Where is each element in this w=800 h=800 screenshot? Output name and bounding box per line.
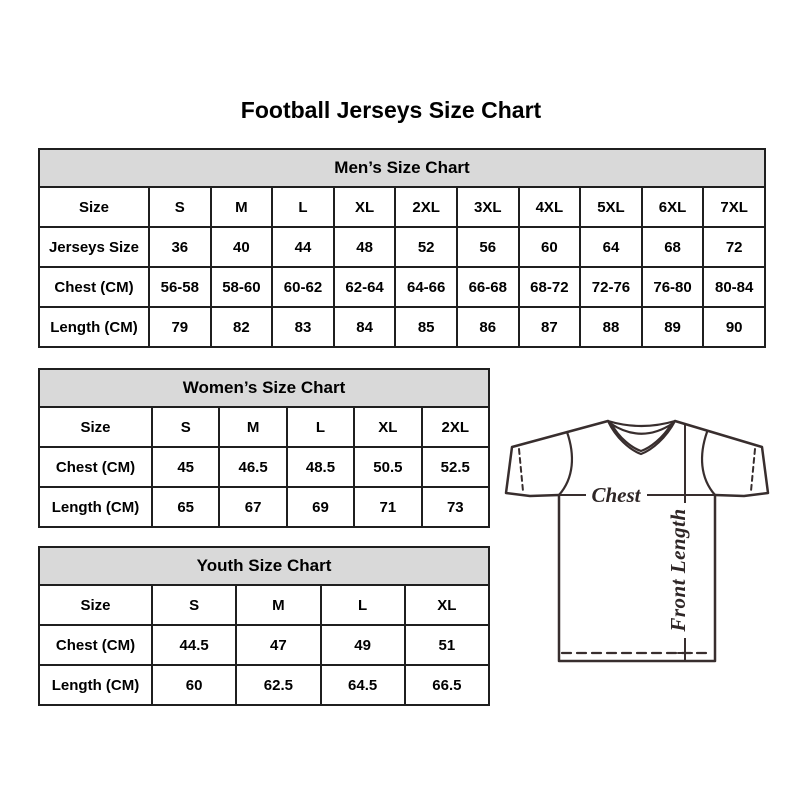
men-cell-r0-c2: L [272, 187, 334, 227]
women-cell-r1-c2: 48.5 [287, 447, 354, 487]
womens-size-chart-table [38, 368, 490, 528]
women-cell-r2-c0: 65 [152, 487, 219, 527]
youth-cell-r1-c0: 44.5 [152, 625, 236, 665]
chest-label: Chest [591, 483, 641, 507]
men-cell-r1-c2: 44 [272, 227, 334, 267]
jersey-measurement-diagram [500, 400, 770, 690]
men-table-header-row [39, 149, 765, 187]
women-row-label-2: Length (CM) [39, 487, 152, 527]
men-cell-r1-c7: 64 [580, 227, 642, 267]
men-cell-r1-c0: 36 [149, 227, 211, 267]
men-table-row-2 [39, 267, 765, 307]
men-cell-r0-c3: XL [334, 187, 396, 227]
mens-size-chart-table [38, 148, 766, 348]
youth-size-chart-table [38, 546, 490, 706]
men-cell-r1-c3: 48 [334, 227, 396, 267]
youth-cell-r2-c3: 66.5 [405, 665, 489, 705]
men-cell-r3-c9: 90 [703, 307, 765, 347]
jersey-left-cuff-stitch [519, 449, 523, 491]
women-cell-r2-c4: 73 [422, 487, 489, 527]
men-cell-r0-c7: 5XL [580, 187, 642, 227]
youth-cell-r1-c1: 47 [236, 625, 320, 665]
women-table-title: Women’s Size Chart [39, 369, 489, 407]
men-cell-r0-c8: 6XL [642, 187, 704, 227]
front-length-label: Front Length [666, 508, 690, 632]
men-cell-r0-c9: 7XL [703, 187, 765, 227]
men-cell-r1-c8: 68 [642, 227, 704, 267]
men-cell-r2-c3: 62-64 [334, 267, 396, 307]
youth-cell-r2-c0: 60 [152, 665, 236, 705]
men-cell-r2-c4: 64-66 [395, 267, 457, 307]
men-row-label-1: Jerseys Size [39, 227, 149, 267]
women-cell-r0-c1: M [219, 407, 286, 447]
youth-table-row-0 [39, 585, 489, 625]
youth-row-label-2: Length (CM) [39, 665, 152, 705]
men-cell-r1-c6: 60 [519, 227, 581, 267]
men-cell-r3-c6: 87 [519, 307, 581, 347]
women-cell-r0-c3: XL [354, 407, 421, 447]
youth-cell-r1-c2: 49 [321, 625, 405, 665]
men-cell-r2-c5: 66-68 [457, 267, 519, 307]
youth-cell-r0-c1: M [236, 585, 320, 625]
men-cell-r2-c6: 68-72 [519, 267, 581, 307]
men-row-label-3: Length (CM) [39, 307, 149, 347]
men-cell-r0-c5: 3XL [457, 187, 519, 227]
men-cell-r3-c1: 82 [211, 307, 273, 347]
women-cell-r1-c1: 46.5 [219, 447, 286, 487]
women-cell-r1-c4: 52.5 [422, 447, 489, 487]
youth-cell-r2-c1: 62.5 [236, 665, 320, 705]
women-cell-r2-c1: 67 [219, 487, 286, 527]
jersey-collar-back-arc [608, 421, 675, 426]
women-cell-r2-c3: 71 [354, 487, 421, 527]
men-row-label-2: Chest (CM) [39, 267, 149, 307]
women-table-row-1 [39, 447, 489, 487]
men-cell-r1-c4: 52 [395, 227, 457, 267]
men-cell-r1-c9: 72 [703, 227, 765, 267]
youth-row-label-1: Chest (CM) [39, 625, 152, 665]
youth-cell-r2-c2: 64.5 [321, 665, 405, 705]
men-cell-r0-c1: M [211, 187, 273, 227]
page-title: Football Jerseys Size Chart [240, 97, 542, 123]
youth-row-label-0: Size [39, 585, 152, 625]
youth-cell-r0-c0: S [152, 585, 236, 625]
women-cell-r1-c3: 50.5 [354, 447, 421, 487]
men-cell-r2-c9: 80-84 [703, 267, 765, 307]
men-table-row-1 [39, 227, 765, 267]
women-table-row-2 [39, 487, 489, 527]
jersey-left-armhole-seam [559, 432, 572, 495]
youth-table-row-2 [39, 665, 489, 705]
youth-table-title: Youth Size Chart [39, 547, 489, 585]
men-row-label-0: Size [39, 187, 149, 227]
men-cell-r1-c5: 56 [457, 227, 519, 267]
women-cell-r1-c0: 45 [152, 447, 219, 487]
men-cell-r3-c2: 83 [272, 307, 334, 347]
men-cell-r3-c0: 79 [149, 307, 211, 347]
men-cell-r3-c8: 89 [642, 307, 704, 347]
women-cell-r0-c2: L [287, 407, 354, 447]
women-table-row-0 [39, 407, 489, 447]
youth-cell-r0-c3: XL [405, 585, 489, 625]
youth-cell-r0-c2: L [321, 585, 405, 625]
men-cell-r2-c0: 56-58 [149, 267, 211, 307]
youth-table-header-row [39, 547, 489, 585]
men-cell-r2-c1: 58-60 [211, 267, 273, 307]
youth-cell-r1-c3: 51 [405, 625, 489, 665]
women-cell-r0-c4: 2XL [422, 407, 489, 447]
men-cell-r1-c1: 40 [211, 227, 273, 267]
men-cell-r3-c5: 86 [457, 307, 519, 347]
men-table-row-0 [39, 187, 765, 227]
jersey-right-cuff-stitch [751, 449, 755, 491]
men-cell-r0-c4: 2XL [395, 187, 457, 227]
women-table-header-row [39, 369, 489, 407]
men-cell-r3-c3: 84 [334, 307, 396, 347]
men-cell-r3-c4: 85 [395, 307, 457, 347]
men-table-title: Men’s Size Chart [39, 149, 765, 187]
women-row-label-0: Size [39, 407, 152, 447]
men-cell-r2-c2: 60-62 [272, 267, 334, 307]
women-cell-r2-c2: 69 [287, 487, 354, 527]
men-cell-r2-c7: 72-76 [580, 267, 642, 307]
youth-table-row-1 [39, 625, 489, 665]
men-cell-r0-c6: 4XL [519, 187, 581, 227]
men-cell-r0-c0: S [149, 187, 211, 227]
women-cell-r0-c0: S [152, 407, 219, 447]
men-table-row-3 [39, 307, 765, 347]
jersey-right-armhole-seam [702, 432, 715, 495]
men-cell-r2-c8: 76-80 [642, 267, 704, 307]
men-cell-r3-c7: 88 [580, 307, 642, 347]
women-row-label-1: Chest (CM) [39, 447, 152, 487]
